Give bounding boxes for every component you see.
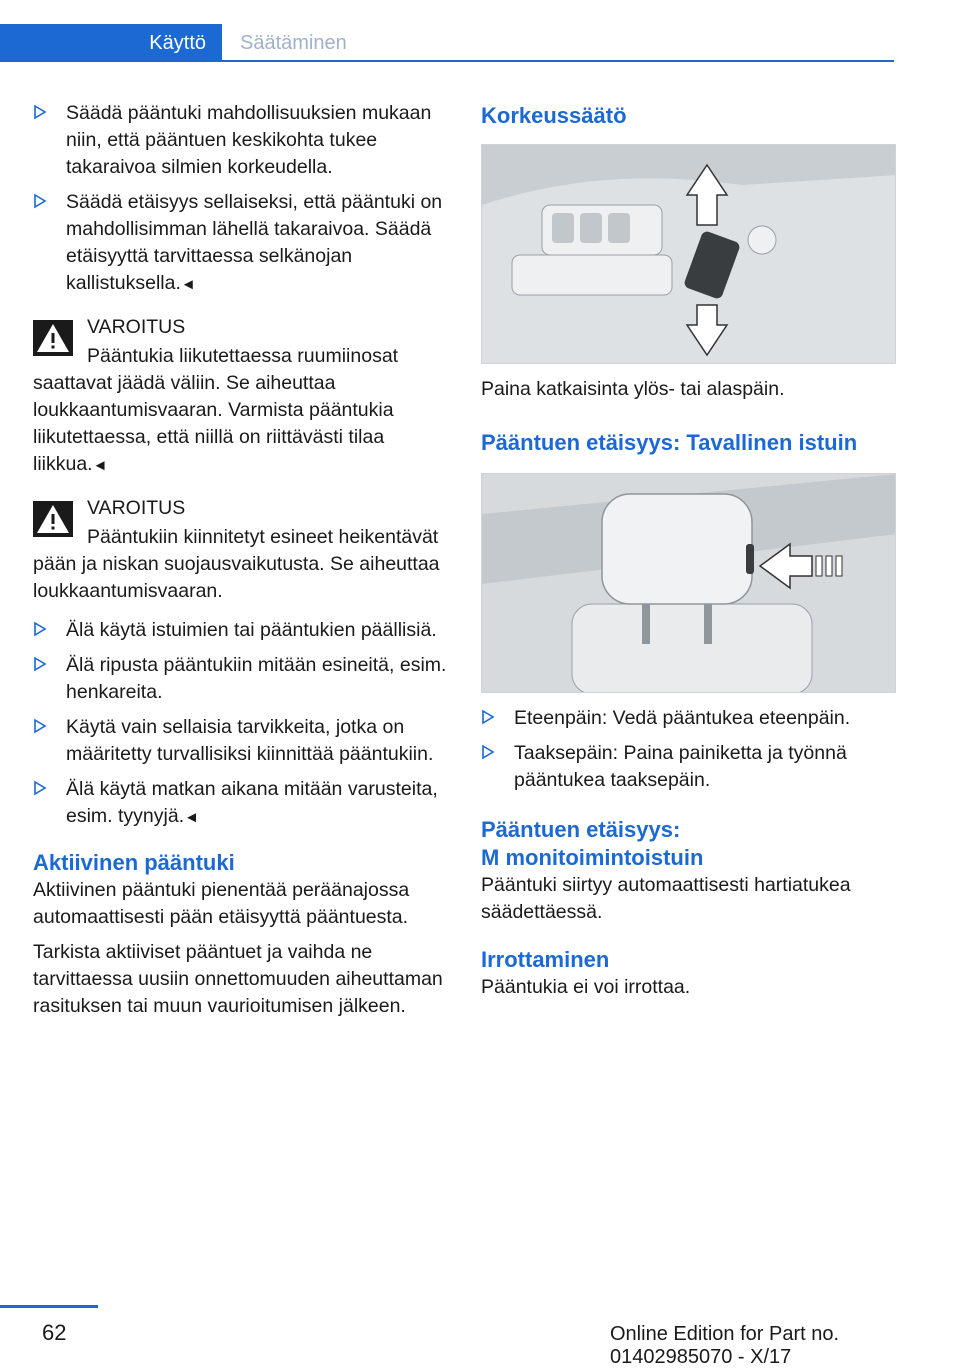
- paragraph: Pääntukia ei voi irrottaa.: [481, 976, 691, 998]
- warning-title: VAROITUS: [87, 497, 186, 519]
- warning-title: VAROITUS: [87, 316, 186, 338]
- section-heading-height: Korkeussäätö: [481, 103, 627, 128]
- section-heading-active-headrest: Aktiivinen pääntuki: [33, 850, 235, 875]
- paragraph: Tarkista aktiiviset pääntuet ja vaihda ne tarvittaessa uusiin onnettomuuden aiheuttaman rasituksen tai muun vaurioitumisen jälkeen.: [33, 941, 443, 1017]
- header-tabbar: [0, 24, 894, 62]
- list-item: Älä käytä istuimien tai pääntukien päällisiä.: [33, 617, 449, 644]
- end-mark: ◄: [184, 809, 199, 826]
- triangle-bullet-icon: [33, 656, 47, 672]
- right-column: [481, 100, 896, 1009]
- seat-switch-illustration: [481, 144, 896, 364]
- warning-block: [33, 314, 449, 479]
- warning-text: Pääntukiin kiinnitetyt esineet heikentävät pään ja niskan suojausvaikutusta. Se aiheuttaa loukkaantumisvaaran.: [33, 526, 440, 602]
- end-mark: ◄: [92, 457, 108, 474]
- list-item: Älä ripusta pääntukiin mitään esineitä, esim. henkareita.: [33, 652, 449, 706]
- page-number: 62: [42, 1320, 67, 1345]
- paragraph: Paina katkaisinta ylös- tai alaspäin.: [481, 378, 785, 400]
- warning-block: [33, 495, 449, 605]
- triangle-bullet-icon: [33, 718, 47, 734]
- warning-triangle-icon: [33, 501, 73, 537]
- warning-text: Pääntukia liikutettaessa ruumiinosat saattavat jäädä väliin. Se aiheuttaa loukkaantumisvaaran. Varmista pääntukia liikutettaessa, että niillä on riittävästi tilaa liikkua.: [33, 345, 399, 475]
- triangle-bullet-icon: [33, 193, 47, 209]
- end-mark: ◄: [180, 276, 196, 293]
- paragraph: Pääntuki siirtyy automaattisesti hartiatukea säädettäessä.: [481, 874, 851, 923]
- triangle-bullet-icon: [33, 621, 47, 637]
- list-item: Älä käytä matkan aikana mitään varusteita, esim. tyynyjä.◄: [33, 776, 449, 831]
- triangle-bullet-icon: [33, 780, 47, 796]
- list-item: Säädä pääntuki mahdollisuuksien mukaan niin, että pääntuen keskikohta tukee takaraivoa silmien korkeudella.: [33, 100, 449, 181]
- tab-saataminen[interactable]: Säätäminen: [240, 31, 347, 54]
- header-divider: [0, 60, 894, 62]
- edition-note: Online Edition for Part no. 01402985070 - X/17: [610, 1323, 840, 1368]
- triangle-bullet-icon: [481, 709, 495, 725]
- list-item: Käytä vain sellaisia tarvikkeita, jotka on määritetty turvallisiksi kiinnittää pääntukiin.: [33, 714, 449, 768]
- headrest-illustration: [481, 473, 896, 693]
- footer-accent-line: [0, 1305, 98, 1308]
- section-heading-distance-m-seat: Pääntuen etäisyys: M monitoimintoistuin: [481, 817, 704, 870]
- tab-kaytto[interactable]: Käyttö: [0, 24, 222, 62]
- left-column: [33, 100, 449, 1028]
- paragraph: Aktiivinen pääntuki pienentää peräänajossa automaattisesti pään etäisyyttä pääntuesta.: [33, 879, 410, 928]
- list-item: Eteenpäin: Vedä pääntukea eteenpäin.: [481, 705, 896, 732]
- triangle-bullet-icon: [481, 744, 495, 760]
- triangle-bullet-icon: [33, 104, 47, 120]
- section-heading-removal: Irrottaminen: [481, 947, 610, 972]
- list-item: Taaksepäin: Paina painiketta ja työnnä pääntukea taaksepäin.: [481, 740, 896, 794]
- list-item: Säädä etäisyys sellaiseksi, että pääntuki on mahdollisimman lähellä takaraivoa. Säädä etäisyyttä tarvittaessa selkänojan kallistuksella.◄: [33, 189, 449, 298]
- section-heading-distance-standard: Pääntuen etäisyys: Tavallinen istuin: [481, 430, 858, 455]
- warning-triangle-icon: [33, 320, 73, 356]
